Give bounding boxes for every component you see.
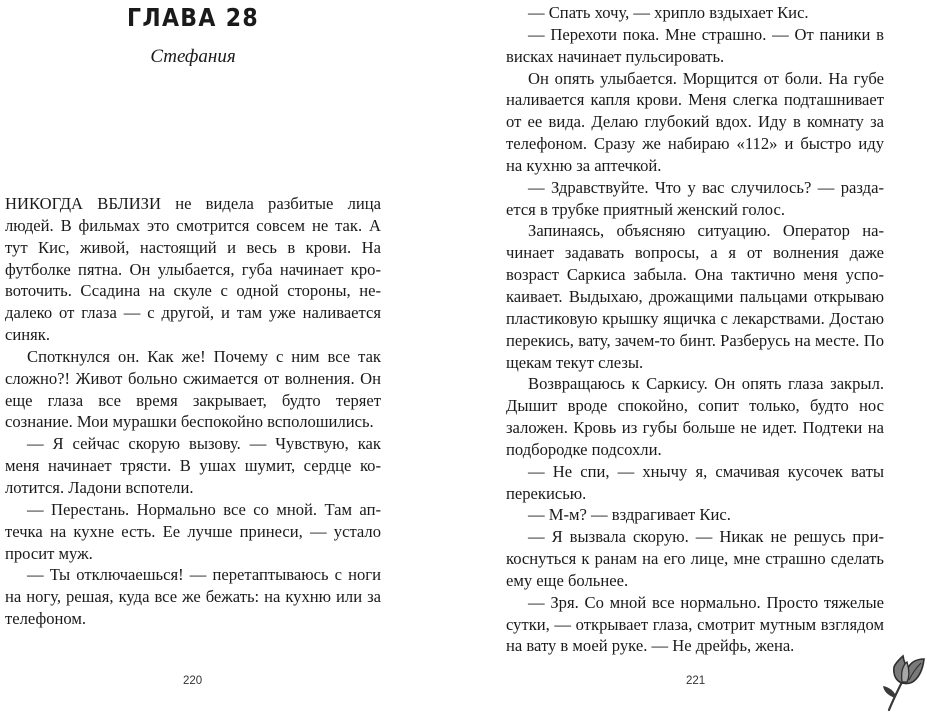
- page-number-left: 220: [183, 675, 203, 687]
- paragraph: — Ты отключаешься! — перетаптываюсь с ноги на ногу, решая, куда все же бежать: на кухню или за телефоном.: [5, 565, 381, 629]
- chapter-title: ГЛАВА 28: [127, 3, 259, 32]
- paragraph: Он опять улыбается. Морщится от боли. На губе наливается капля крови. Меня слегка подташнивает от ее вида. Делаю глубокий вдох. Иду в комнату за телефоном. Сразу же набираю «112» и быстро иду на кухню за аптечкой.: [506, 68, 884, 175]
- paragraph: — М-м? — вздрагивает Кис.: [528, 505, 731, 525]
- chapter-subtitle: Стефания: [150, 46, 236, 67]
- paragraph: Возвращаюсь к Саркису. Он опять глаза закрыл. Дышит вроде спокойно, сопит только, будто нос заложен. Кровь из губы больше не идет. Подтеки на подбородке подсохли.: [506, 374, 884, 459]
- paragraph: — Перестань. Нормально все со мной. Там аптечка на кухне есть. Ее лучше принеси, — устало просит муж.: [5, 499, 381, 563]
- paragraph: НИКОГДА ВБЛИЗИ не видела разбитые лица людей. В фильмах это смотрится совсем не так. А тут Кис, живой, настоящий и весь в крови. На футболке пятна. Он улыбается, губа начинает кровоточить. Ссадина на скуле с одной стороны, недалеко от глаза — с другой, и там уже наливается синяк.: [5, 194, 381, 345]
- paragraph: — Спать хочу, — хрипло вздыхает Кис.: [528, 3, 809, 22]
- paragraph: — Не спи, — хнычу я, смачивая кусочек ваты перекисью.: [506, 461, 884, 503]
- page-number-right: 221: [686, 675, 706, 687]
- tulip-icon: [881, 654, 927, 712]
- paragraph: — Здравствуйте. Что у вас случилось? — раздается в трубке приятный женский голос.: [506, 177, 884, 219]
- paragraph: — Зря. Со мной все нормально. Просто тяжелые сутки, — открывает глаза, смотрит мутным взглядом на вату в моей руке. — Не дрейфь, жена.: [506, 592, 884, 656]
- paragraph: — Я вызвала скорую. — Никак не решусь прикоснуться к ранам на его лице, мне страшно сделать ему еще больнее.: [506, 527, 884, 590]
- right-page: [464, 0, 927, 714]
- paragraph: Запинаясь, объясняю ситуацию. Оператор начинает задавать вопросы, а я от волнения даже возраст Саркиса забыла. Она тактично меня успокаивает. Выдыхаю, дрожащими пальцами открываю пластиковую крышку ящичка с лекарствами. Достаю перекись, вату, зачем-то бинт. Разберусь на месте. По щекам текут слезы.: [506, 221, 884, 372]
- paragraph: Споткнулся он. Как же! Почему с ним все так сложно?! Живот больно сжимается от волнения. Он еще глаза все время закрывает, будто теряет сознание. Мои мурашки беспокойно всполошились.: [5, 346, 381, 432]
- right-page-text: [506, 2, 884, 657]
- paragraph: — Перехоти пока. Мне страшно. — От паники в висках начинает пульсировать.: [506, 24, 884, 66]
- paragraph: — Я сейчас скорую вызову. — Чувствую, как меня начинает трясти. В ушах шумит, сердце колотится. Ладони вспотели.: [5, 434, 381, 497]
- left-page-text: [5, 193, 381, 630]
